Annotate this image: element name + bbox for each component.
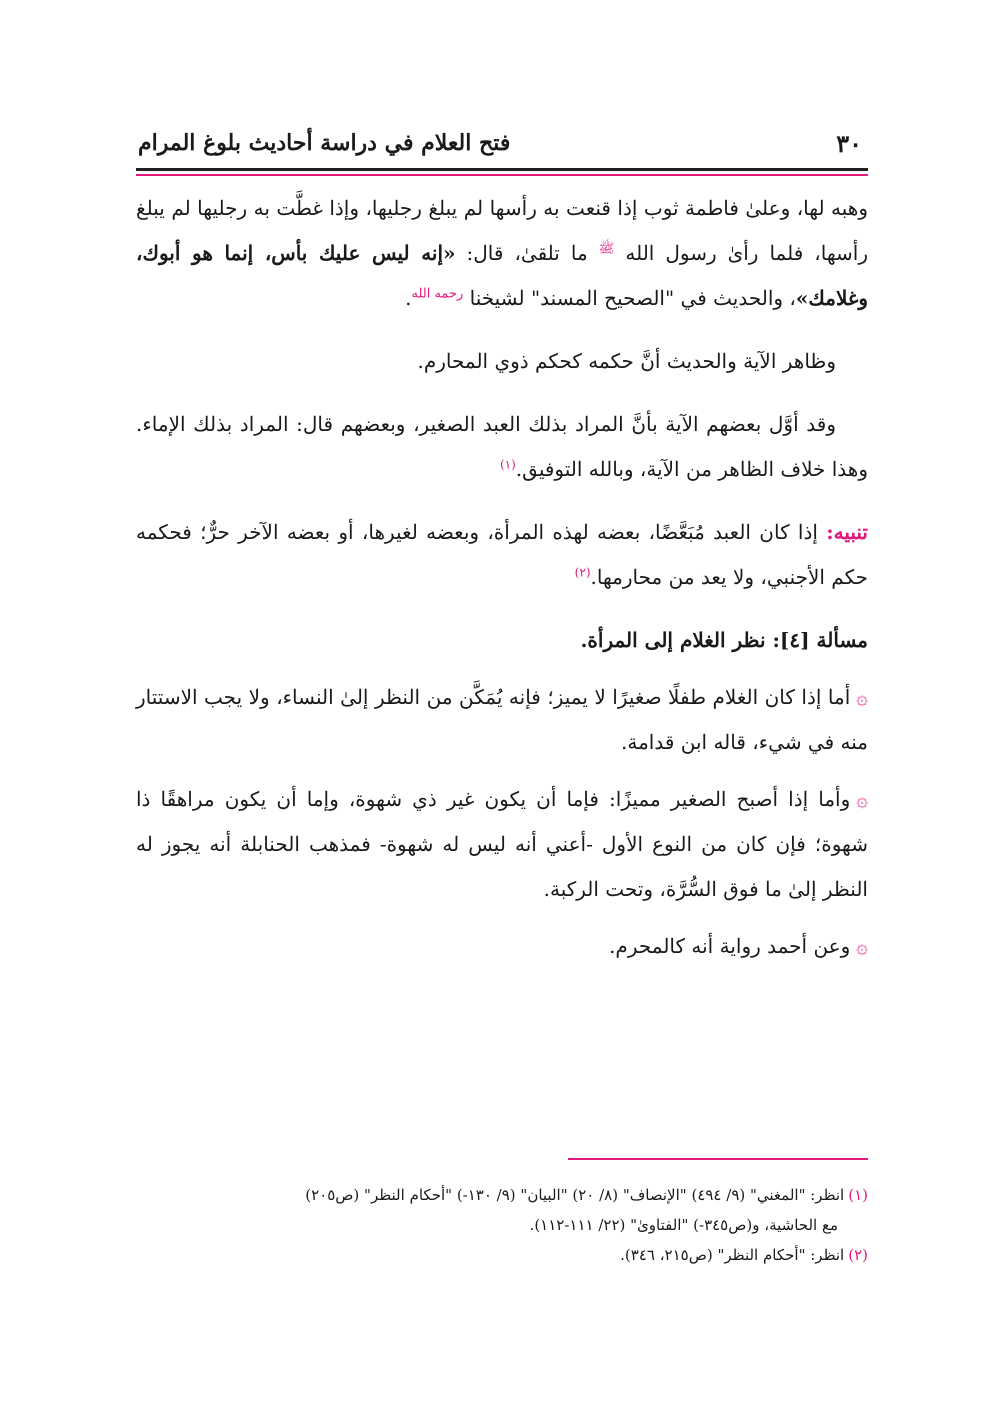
hadith-quote: «إنه ليس عليك بأس، إنما هو أبوك، وغلامك» <box>136 241 868 310</box>
footnote-2 <box>136 1240 868 1270</box>
text-run: وقد أوَّل بعضهم الآية بأنَّ المراد بذلك العبد الصغير، وبعضهم قال: المراد بذلك الإماء. وهذا خلاف الظاهر من الآية، وبالله التوفيق. <box>136 412 868 481</box>
text-run: وهبه لها، وعلىٰ فاطمة ثوب إذا قنعت به رأسها لم يبلغ رجليها، وإذا غطَّت به رجليها لم يبلغ رأسها، فلما رأىٰ رسول الله <box>136 196 869 265</box>
running-title: فتح العلام في دراسة أحاديث بلوغ المرام <box>138 130 511 156</box>
footnote-text: انظر: "أحكام النظر" (ص٢١٥، ٣٤٦). <box>620 1246 845 1264</box>
header-accent-rule <box>136 174 868 176</box>
issue-title: نظر الغلام إلى المرأة. <box>580 628 773 652</box>
flower-bullet-icon: ۞ <box>856 787 868 811</box>
footnote-ref-1[interactable]: (١) <box>499 457 516 472</box>
salutation-glyph: ﷺ <box>598 241 615 257</box>
mercy-glyph: رحمه الله <box>411 286 464 302</box>
paragraph-note <box>136 510 868 600</box>
text-run: ، والحديث في <box>674 286 796 310</box>
paragraph-hadith <box>136 186 868 321</box>
flower-bullet-icon: ۞ <box>856 685 868 709</box>
footnote-number: (٢) <box>848 1246 868 1264</box>
footnote-1-continuation: مع الحاشية، و(ص٣٤٥-) "الفتاوىٰ" (٢٢/ ١١١-١١٢). <box>529 1216 838 1234</box>
footnote-separator <box>568 1158 868 1160</box>
source-citation: "الصحيح المسند" <box>530 286 675 310</box>
bullet-text: وأما إذا أصبح الصغير مميزًا: فإما أن يكون غير ذي شهوة، وإما أن يكون مراهقًا ذا شهوة؛ فإن كان من النوع الأول -أعني أنه ليس له شهوة- فمذهب الحنابلة أنه يجوز له النظر إلىٰ ما فوق السُّرَّة، وتحت الركبة. <box>136 787 868 901</box>
flower-bullet-icon: ۞ <box>856 934 868 958</box>
text-run: ما تلقىٰ، قال: <box>455 241 599 265</box>
footnote-text: انظر: "المغني" (٩/ ٤٩٤) "الإنصاف" (٨/ ٢٠) "البيان" (٩/ ١٣٠-) "أحكام النظر" (ص٢٠٥) <box>305 1186 845 1204</box>
paragraph-apparent-meaning: وظاهر الآية والحديث أنَّ حكمه كحكم ذوي المحارم. <box>417 349 836 373</box>
main-text <box>136 186 868 969</box>
page-number: ٣٠ <box>836 128 862 158</box>
page-header <box>136 118 868 168</box>
issue-heading <box>136 618 868 663</box>
footnotes <box>136 1180 868 1270</box>
footnote-1 <box>136 1180 868 1210</box>
text-run: لشيخنا <box>463 286 531 310</box>
bullet-paragraph <box>136 777 868 912</box>
footnote-number: (١) <box>848 1186 868 1204</box>
issue-label: مسألة [٤]: <box>772 628 868 652</box>
bullet-paragraph <box>136 924 868 969</box>
header-rule <box>136 168 868 171</box>
text-run: . <box>405 286 412 310</box>
footnote-ref-2[interactable]: (٢) <box>574 565 591 580</box>
text-run: إذا كان العبد مُبَعَّضًا، بعضه لهذه المرأة، وبعضه لغيرها، أو بعضه الآخر حرٌّ؛ فحكمه حكم الأجنبي، ولا يعد من محارمها. <box>136 520 868 589</box>
note-label: تنبيه: <box>826 520 868 544</box>
paragraph-interpretation <box>136 402 868 492</box>
bullet-text: أما إذا كان الغلام طفلًا صغيرًا لا يميز؛ فإنه يُمَكَّن من النظر إلىٰ النساء، ولا يجب الاستتار منه في شيء، قاله ابن قدامة. <box>136 685 868 754</box>
bullet-text: وعن أحمد رواية أنه كالمحرم. <box>609 934 851 958</box>
bullet-paragraph <box>136 675 868 765</box>
